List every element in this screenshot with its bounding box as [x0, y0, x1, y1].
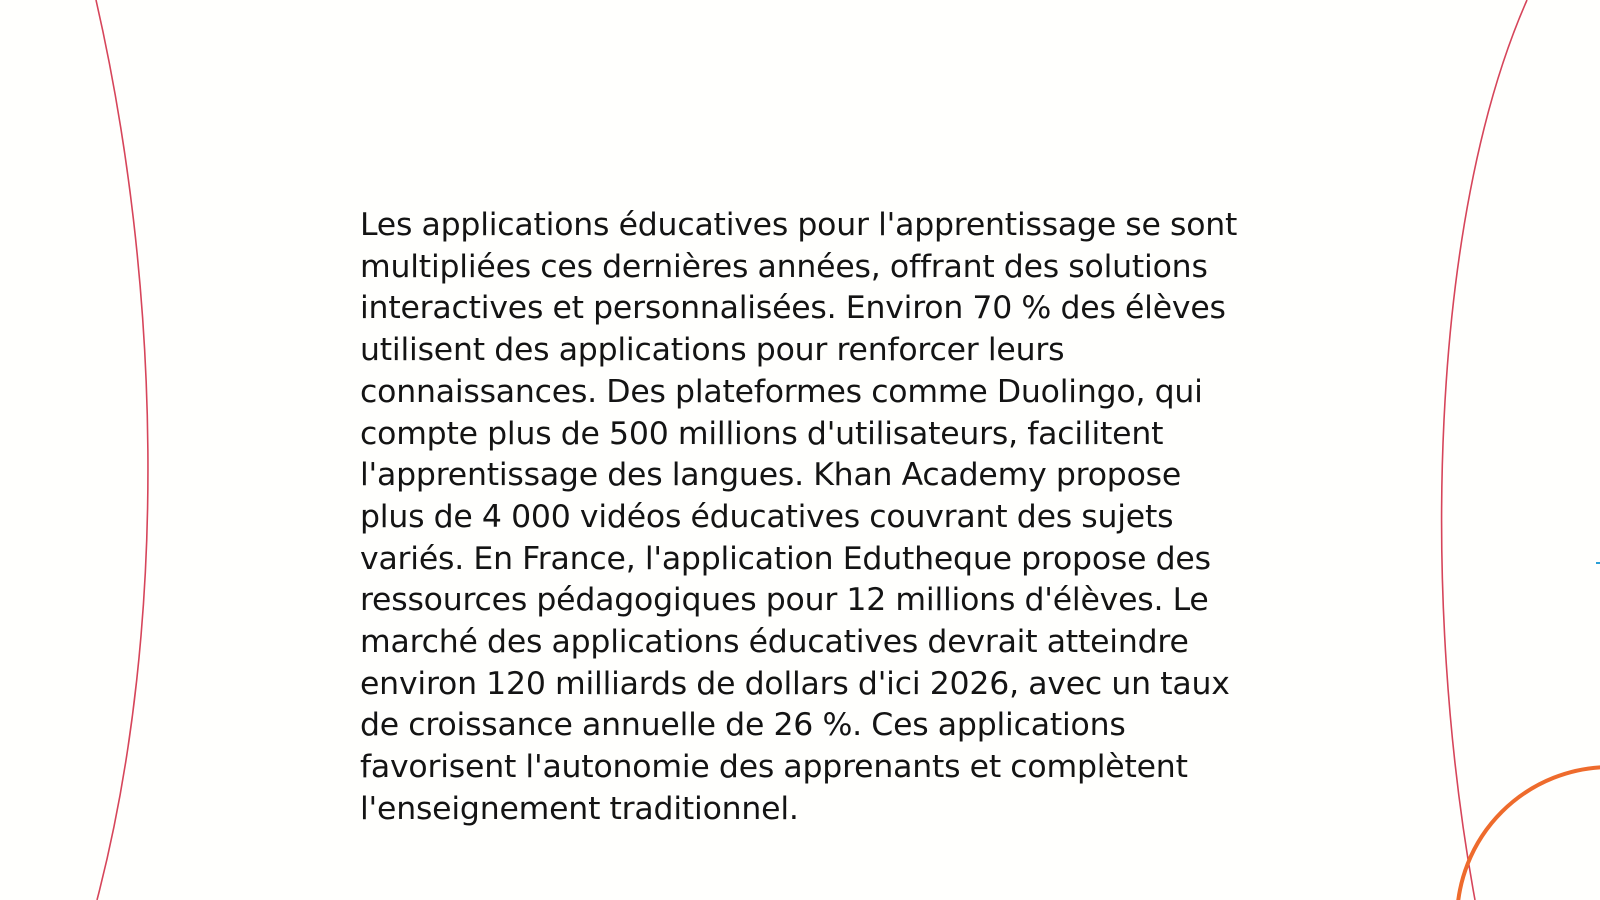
left-frame-curve: [96, 0, 148, 900]
orange-accent-arc: [1457, 767, 1600, 900]
right-frame-curve: [1442, 0, 1527, 900]
body-paragraph: Les applications éducatives pour l'apprentissage se sont multipliées ces dernières années, offrant des solutions interactives et personnalisées. Environ 70 % des élèves utilisent des applications pour renforcer leurs connaissances. Des plateformes comme Duolingo, qui compte plus de 500 millions d'utilisateurs, facilitent l'apprentissage des langues. Khan Academy propose plus de 4 000 vidéos éducatives couvrant des sujets variés. En France, l'application Edutheque propose des ressources pédagogiques pour 12 millions d'élèves. Le marché des applications éducatives devrait atteindre environ 120 milliards de dollars d'ici 2026, avec un taux de croissance annuelle de 26 %. Ces applications favorisent l'autonomie des apprenants et complètent l'enseignement traditionnel.: [360, 207, 1238, 827]
